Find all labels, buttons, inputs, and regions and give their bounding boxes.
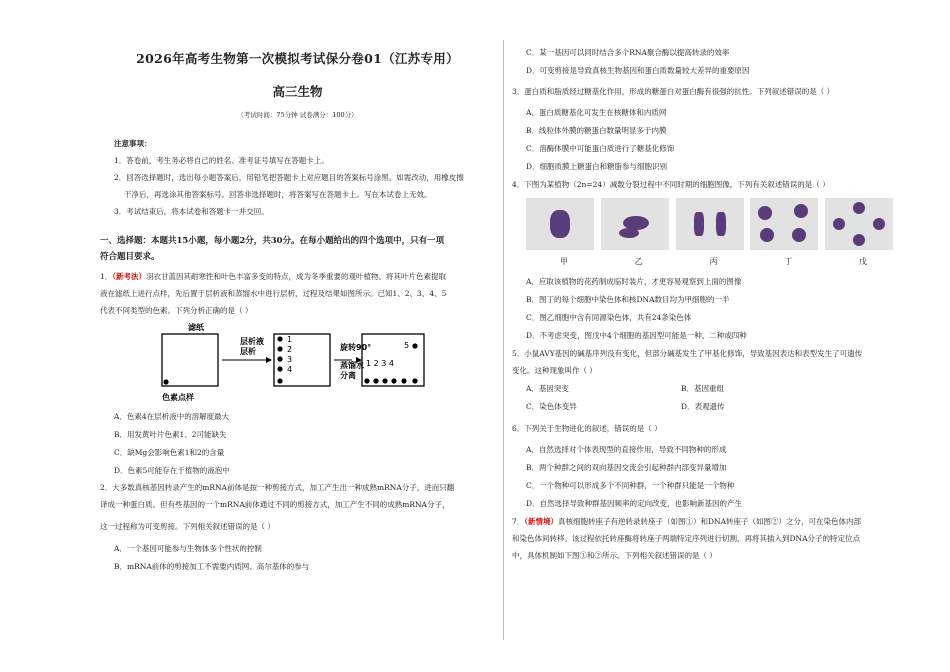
cell-image-wu (825, 198, 893, 250)
option-d: D．自然选择导致种群基因频率的定向改变，也影响新基因的产生 (526, 499, 743, 508)
cell-label: 乙 (634, 257, 643, 266)
option-c: C．溶酶体膜中可能蛋白质进行了糖基化修饰 (526, 144, 675, 153)
question-text: 这一过程称为可变剪接。下列相关叙述错误的是（ ） (100, 522, 275, 531)
option-a: A．基因突变 (526, 384, 569, 393)
band-dot (373, 378, 378, 383)
band-dot (277, 356, 282, 361)
option-d: D．可变剪接是导致真核生物基因和蛋白质数量较大差异的重要原因 (526, 66, 750, 75)
notice-item: 干净后，再选涂其他答案标号。回答非选择题时，将答案写在答题卡上。写在本试卷上无效。 (124, 190, 432, 199)
question-number: 1． (100, 272, 113, 281)
cell-label: 甲 (560, 257, 568, 266)
option-b: B．图丁的每个细胞中染色体和核DNA数目均为甲细胞的一半 (526, 295, 730, 304)
step2-label: 分离 (340, 371, 356, 380)
option-b: B．用发黄叶片色素1、2可能缺失 (114, 430, 227, 439)
question-2 (100, 483, 495, 572)
question-3 (512, 87, 907, 172)
sample-spot (163, 379, 168, 384)
option-d: D．色素5可能存在于植物的液泡中 (114, 466, 230, 475)
notice-item: 2．回答选择题时，选出每小题答案后，用铅笔把答题卡上对应题目的答案标号涂黑。如需改动，用橡皮擦 (114, 173, 464, 182)
band-label: 3 (287, 355, 293, 364)
option-c: C．某一基因可以同时结合多个RNA聚合酶以提高转录的效率 (526, 48, 730, 57)
question-text: 5．小鼠AVY基因的碱基序列没有变化，但部分碱基发生了甲基化修饰，导致基因表达和表型发生了可遗传 (512, 349, 863, 358)
notice-item: 1．答卷前，考生务必将自己的姓名、准考证号填写在答题卡上。 (114, 156, 329, 165)
question-text: 4．下图为某植物（2n=24）减数分裂过程中不同时期的细胞图像，下列有关叙述错误的是（ ） (512, 180, 830, 189)
band-dot (277, 366, 282, 371)
question-text: 变化。这种现象叫作（ ） (512, 366, 597, 375)
notice-title: 注意事项： (114, 139, 152, 148)
cell-label: 丙 (709, 257, 718, 266)
option-a: A．自然选择对个体表现型的直接作用，导致不同物种的形成 (526, 445, 727, 454)
column-divider (503, 40, 504, 640)
question-text: 中，具体机制如下图①和②所示。下列相关叙述错误的是（ ） (512, 551, 717, 560)
option-a: A．蛋白质糖基化可发生在核糖体和内质网 (526, 108, 667, 117)
section-heading (100, 233, 495, 265)
option-c: C．染色体变异 (526, 402, 577, 411)
question-text: 和染色体间转移。该过程依托转座酶将转座子两端特定序列进行切割，再将其插入到DNA分子的特定位点 (512, 534, 860, 543)
cell-label: 丁 (784, 257, 793, 266)
option-a: A．应取该植物的花药制成临时装片，才更容易观察到上面的图像 (526, 277, 742, 286)
option-b: B．线粒体外膜的糖蛋白数量明显多于内膜 (526, 126, 667, 135)
question-text: 液在滤纸上进行点样，先后置于层析液和蒸馏水中进行层析，过程及结果如图所示。已知1、2、3、4、5 (100, 289, 447, 298)
section-line: 一、选择题：本题共15小题，每小题2分，共30分。在每小题给出的四个选项中，只有一项 (100, 236, 445, 246)
arrow-1-head (266, 357, 272, 363)
section-line: 符合题目要求。 (100, 252, 160, 262)
question-7 (512, 517, 907, 561)
cell-images (512, 198, 907, 250)
band-label: 2 (287, 345, 293, 354)
exam-subtitle: 高三生物 (272, 84, 323, 99)
option-b: B．两个种群之间的双向基因交流会引起种群内部变异量增加 (526, 463, 727, 472)
left-column (100, 52, 495, 572)
band-5-label: 5 (404, 341, 410, 350)
cell-label: 戊 (859, 257, 867, 266)
option-d: D．表观遗传 (681, 402, 725, 411)
option-d: D．不考虑突变，图戊中4个细胞的基因型可能是一种、二种或四种 (526, 331, 747, 340)
band-dot (401, 378, 406, 383)
question-text: 6．下列关于生物进化的叙述，错误的是（ ） (512, 424, 662, 433)
option-c: C．图乙细胞中含有同源染色体，共有24条染色体 (526, 313, 692, 322)
question-text: 3．蛋白质和脂质经过糖基化作用，形成的糖蛋白对蛋白酶有很强的抗性。下列叙述错误的是（ ） (512, 87, 835, 96)
chromatography-svg (100, 322, 495, 404)
band-dot (364, 378, 369, 383)
step1-label: 层析液 (240, 337, 264, 346)
band-dot (412, 378, 417, 383)
cell-image-yi (601, 198, 669, 250)
question-tag: （新考法） (112, 272, 147, 281)
option-row (512, 384, 907, 394)
band-label: 1 (287, 335, 293, 344)
cell-image-ding (750, 198, 818, 250)
question-1 (100, 272, 495, 476)
cell-image-jia (526, 198, 594, 250)
option-row (512, 402, 907, 412)
chromatography-diagram (100, 322, 495, 404)
option-d: D．细胞质膜上糖蛋白和糖脂参与细胞识别 (526, 162, 668, 171)
step2-label: 蒸馏水 (340, 361, 364, 370)
band-dot (412, 343, 417, 348)
band-label: 4 (287, 365, 293, 374)
question-4 (512, 180, 907, 341)
paper-label: 滤纸 (188, 323, 204, 332)
option-a: A．色素4在层析液中的溶解度最大 (114, 412, 230, 421)
notice-item: 3．考试结束后，将本试卷和答题卡一并交回。 (114, 207, 269, 216)
option-b: B．基因重组 (681, 384, 725, 393)
exam-title: 2026年高考生物第一次模拟考试保分卷01（江苏专用） (136, 51, 459, 66)
question-6 (512, 424, 907, 509)
option-c: C．缺Mg会影响色素1和2的含量 (114, 448, 225, 457)
band-dot (382, 378, 387, 383)
bands-row-label: 1 2 3 4 (366, 359, 394, 368)
band-dot (391, 378, 396, 383)
right-column (512, 48, 907, 561)
step1-label: 层析 (240, 347, 256, 356)
question-text: 代表不同类型的色素。下列分析正确的是（ ） (100, 306, 253, 315)
question-text: 2．大多数真核基因转录产生的mRNA前体是按一种剪接方式，加工产生出一种成熟mRNA分子，进而只翻 (100, 483, 455, 492)
option-c: C．一个物种可以形成多个不同种群，一个种群只能是一个物种 (526, 481, 735, 490)
cell-image-bing (676, 198, 744, 250)
exam-info: （考试时间：75分钟 试卷满分：100分） (237, 111, 358, 119)
question-text: 真核细胞转座子有逆转录转座子（如图①）和DNA转座子（如图②）之分，可在染色体内部 (558, 517, 862, 526)
band-dot (277, 336, 282, 341)
option-b: B．mRNA前体的剪接加工不需要内质网、高尔基体的参与 (114, 562, 310, 571)
filter-paper-square (162, 334, 218, 386)
spot-label: 色素点样 (162, 393, 194, 402)
question-text: 羽衣甘蓝因其耐寒性和叶色丰富多变的特点，成为冬季重要的观叶植物。将其叶片色素提取 (146, 272, 447, 281)
question-tag: （新情境） (524, 517, 559, 526)
option-a: A．一个基因可能参与生物体多个性状的控制 (114, 544, 262, 553)
question-text: 译成一种蛋白质。但有些基因的一个mRNA前体通过不同的剪接方式，加工产生不同的成熟mRNA分子， (100, 500, 450, 509)
question-number: 7． (512, 517, 525, 526)
band-dot (277, 346, 282, 351)
cell-labels (512, 257, 907, 267)
band-dot (277, 378, 282, 383)
step2-label: 旋转90° (340, 343, 372, 352)
question-5 (512, 349, 907, 412)
